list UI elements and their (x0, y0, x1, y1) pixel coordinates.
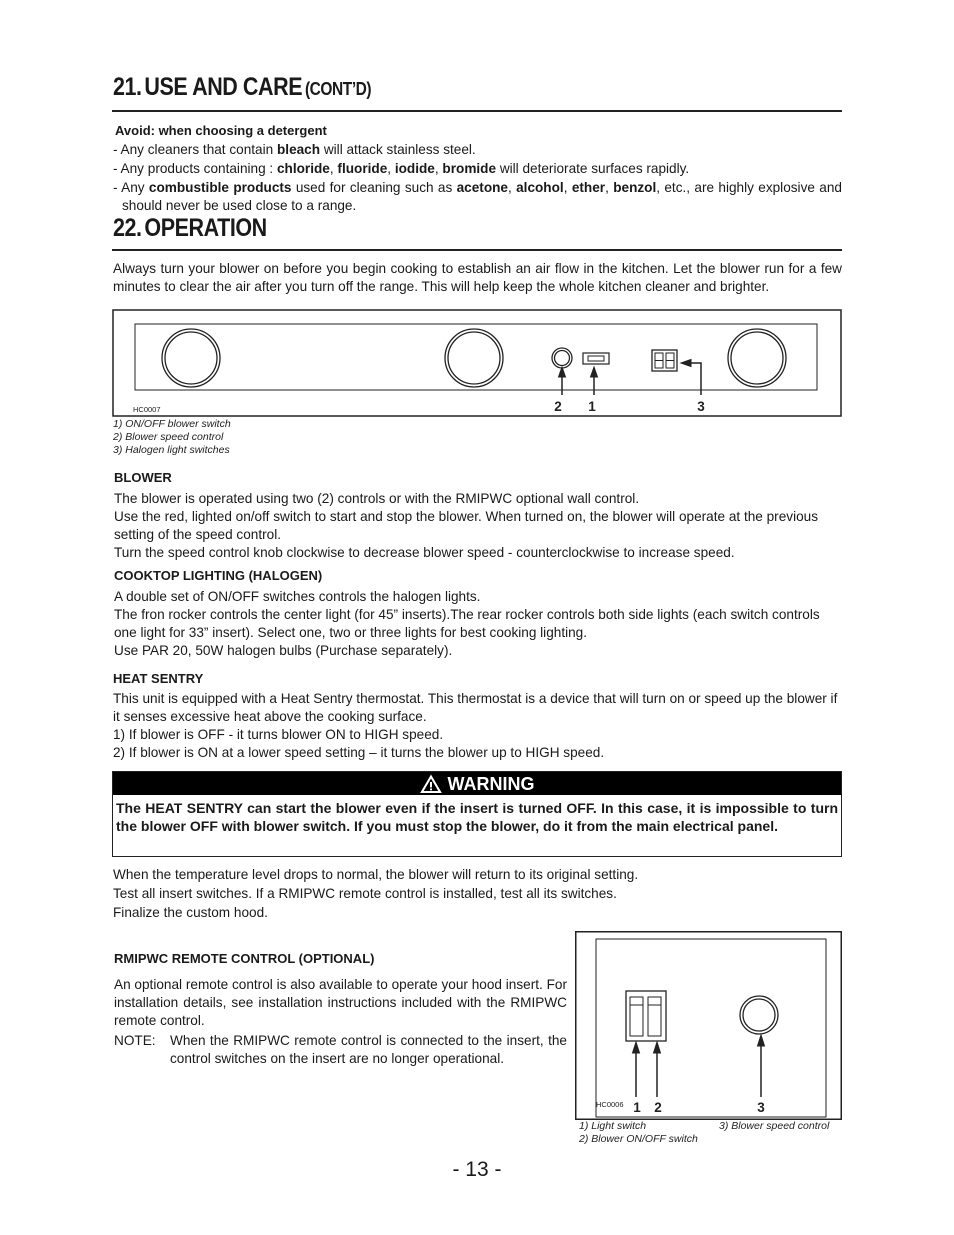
panel-outline (135, 324, 817, 390)
caption-blower-switch: 1) ON/OFF blower switch (113, 418, 231, 430)
after-warning-text (113, 865, 842, 922)
warning-bar (113, 772, 841, 795)
caption-speed-control: 2) Blower speed control (113, 431, 224, 443)
section-21-number: 21. (113, 73, 142, 101)
callout-2: 2 (554, 399, 562, 414)
warning-label: WARNING (447, 773, 535, 794)
heat-line-2: 1) If blower is OFF - it turns blower ON to HIGH speed. (113, 727, 444, 742)
remote-callout-3: 3 (757, 1100, 765, 1115)
blower-heading: BLOWER (114, 470, 172, 485)
lighting-text (114, 588, 842, 660)
section-21-subtitle: (CONT’D) (304, 79, 372, 99)
avoid-item-combustible: - Any combustible products used for cleaning such as acetone, alcohol, ether, benzol, etc., are highly explosive and should never be used close to a range. (113, 180, 842, 213)
caption-halogen-switches: 3) Halogen light switches (113, 444, 230, 456)
warning-triangle-icon (420, 774, 442, 794)
section-21-heading (113, 73, 372, 101)
blower-text (114, 490, 842, 562)
blower-line-3: Turn the speed control knob clockwise to decrease blower speed - counterclockwise to increase speed. (114, 545, 735, 560)
section-22-heading (113, 214, 267, 242)
avoid-item-halides: - Any products containing : chloride, fluoride, iodide, bromide will deteriorate surfaces rapidly. (113, 161, 690, 176)
avoid-list (113, 141, 842, 216)
lighting-line-3: Use PAR 20, 50W halogen bulbs (Purchase separately). (114, 643, 453, 658)
blower-line-2: Use the red, lighted on/off switch to start and stop the blower. When turned on, the blower will operate at the previous setting of the speed control. (114, 509, 819, 542)
section-21-rule (112, 110, 842, 112)
figure-1-captions (113, 418, 231, 457)
figure-1-code: HC0007 (133, 405, 161, 414)
remote-note (114, 1032, 567, 1068)
remote-note-label: NOTE: (114, 1033, 156, 1048)
callout-1: 1 (588, 399, 596, 414)
blower-line-1: The blower is operated using two (2) controls or with the RMIPWC optional wall control. (114, 491, 640, 506)
remote-heading: RMIPWC REMOTE CONTROL (OPTIONAL) (114, 951, 375, 966)
heat-heading: HEAT SENTRY (113, 671, 204, 686)
remote-body: An optional remote control is also available to operate your hood insert. For installation details, see installation instructions included with the RMIPWC remote control. (114, 977, 567, 1028)
warning-box (112, 771, 842, 857)
after-line-1: When the temperature level drops to normal, the blower will return to its original setting. (113, 867, 639, 882)
caption-remote-speed: 3) Blower speed control (719, 1120, 830, 1132)
heat-text (113, 690, 842, 762)
lighting-heading: COOKTOP LIGHTING (HALOGEN) (114, 568, 323, 583)
figure-2-code: HC0006 (596, 1100, 624, 1109)
heat-line-1: This unit is equipped with a Heat Sentry thermostat. This thermostat is a device that will turn on or speed up the blower if it senses excessive heat above the cooking surface. (113, 691, 838, 724)
section-22-title: OPERATION (144, 214, 267, 242)
operation-intro: Always turn your blower on before you begin cooking to establish an air flow in the kitchen. Let the blower run for a few minutes to clear the air after you turn off the range. This will help keep the whole kitchen cleaner and brighter. (113, 261, 842, 294)
remote-control-figure (575, 931, 842, 1120)
caption-blower-onoff: 2) Blower ON/OFF switch (579, 1133, 698, 1145)
lighting-line-1: A double set of ON/OFF switches controls the halogen lights. (114, 589, 481, 604)
remote-callout-2: 2 (654, 1100, 662, 1115)
section-21-title: USE AND CARE (144, 73, 303, 101)
control-panel-figure (112, 309, 842, 417)
callout-3: 3 (697, 399, 705, 414)
remote-note-text: When the RMIPWC remote control is connected to the insert, the control switches on the insert are no longer operational. (170, 1033, 567, 1066)
avoid-item-bleach: - Any cleaners that contain bleach will attack stainless steel. (113, 142, 476, 157)
warning-text: The HEAT SENTRY can start the blower even if the insert is turned OFF. In this case, it is impossible to turn the blower OFF with blower switch. If you must stop the blower, do it from the main electrical panel. (116, 800, 838, 834)
avoid-heading: Avoid: when choosing a detergent (115, 123, 327, 138)
lighting-line-2: The fron rocker controls the center light (for 45” inserts).The rear rocker controls both side lights (each switch controls one light for 33” insert). Select one, two or three lights for best cooking lighting. (114, 607, 820, 640)
page-number: - 13 - (452, 1158, 502, 1181)
section-22-rule (112, 249, 842, 251)
after-line-2: Test all insert switches. If a RMIPWC remote control is installed, test all its switches. (113, 886, 617, 901)
section-22-number: 22. (113, 214, 142, 242)
after-line-3: Finalize the custom hood. (113, 905, 268, 920)
caption-light-switch: 1) Light switch (579, 1120, 647, 1132)
heat-line-3: 2) If blower is ON at a lower speed setting – it turns the blower up to HIGH speed. (113, 745, 605, 760)
figure-2-caption-right (719, 1120, 829, 1133)
figure-2-caption-left (579, 1120, 698, 1146)
remote-callout-1: 1 (633, 1100, 641, 1115)
